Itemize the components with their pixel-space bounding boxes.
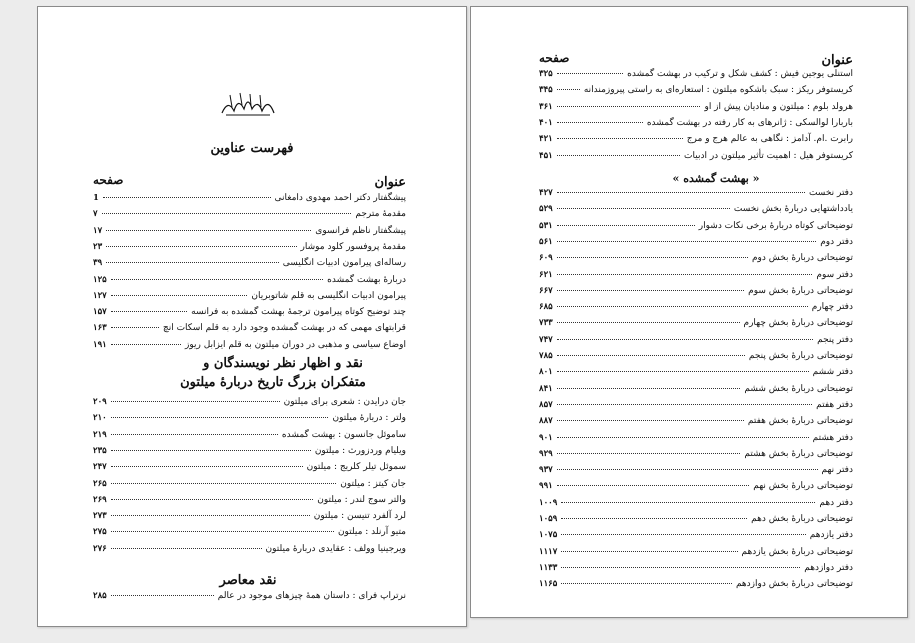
toc-entry-title: دفتر هفتم [816,399,853,410]
toc-entry [93,307,406,318]
dot-leader [106,230,311,231]
toc-entry-page: ۷۸۵ [539,351,553,361]
toc-entry-title: والتر سوج لندر : میلتون [317,494,406,505]
toc-entry [539,335,853,346]
toc-entry [93,446,406,457]
toc-entry-title: توضیحاتی دربارهٔ بخش پنجم [748,351,853,361]
toc-entry-page: ۲۷۶ [93,543,107,554]
toc-entry [539,530,853,541]
toc-entry-title: ولتر : دربارهٔ میلتون [332,413,406,424]
toc-entry [539,151,853,162]
dot-leader [111,450,311,451]
toc-entry-page: ۲۶۵ [93,478,107,489]
dot-leader [103,197,271,198]
toc-entry-title: رساله‌ای پیرامون ادبیات انگلیسی [282,258,406,269]
toc-entry-page: ۴۲۱ [539,134,553,145]
dot-leader [111,295,248,296]
toc-entry [539,465,853,476]
toc-entry-title: دفتر پنجم [817,334,853,345]
toc-entry-page: ۸۸۷ [539,416,553,427]
toc-entry-page: ۶۸۵ [539,302,553,313]
toc-entry-title: توضیحاتی دربارهٔ بخش نهم [753,481,853,492]
column-header-title: عنوان [821,53,853,68]
toc-entry-title: کریستوفر ریکز : سبک باشکوه میلتون : استعاره‌ای به راستی پیروزمندانه [583,85,853,96]
toc-entry-title: توضیحاتی دربارهٔ بخش دوازدهم [735,579,853,590]
toc-entry [539,302,853,313]
section-critics-line2: متفکران بزرگ تاریخ دربارهٔ میلتون [180,375,366,390]
toc-entry-title: اوضاع سیاسی و مذهبی در دوران میلتون به قلم ایزابل ریوز [184,339,406,350]
toc-entry-title: توضیحاتی دربارهٔ بخش یازدهم [741,546,853,557]
dot-leader [557,274,813,275]
toc-entry [539,433,853,444]
toc-entry-page: ۳۲۵ [539,69,553,79]
toc-entry-page: ۱۷ [93,225,103,236]
toc-entry [539,85,853,96]
toc-entry-page: ۵۶۱ [539,236,553,247]
toc-entry [93,413,406,424]
dot-leader [557,241,817,242]
dot-leader [557,225,695,226]
toc-entry-title: ساموئل جانسون : بهشت گمشده [281,429,406,440]
toc-entry [539,367,853,378]
toc-entry-title: کریستوفر هیل : اهمیت تأثیر میلتون در ادبیات [684,150,853,161]
toc-page-right [470,6,908,618]
toc-entry-title: جان کیتز : میلتون [340,478,406,489]
toc-entry-title: دفتر ششم [812,367,853,378]
toc-entry-title: سموئل تیلر کلریج : میلتون [306,462,406,473]
toc-entry-page: ۹۰۱ [539,432,553,443]
toc-entry-page: ۷ [93,209,98,220]
dot-leader [557,122,643,123]
toc-entry-page: ۵۲۹ [539,204,553,215]
toc-entry-page: ۳۴۵ [539,85,553,96]
dot-leader [111,417,329,418]
toc-entry-page: ۲۸۵ [93,591,107,601]
toc-entry [93,193,406,204]
toc-entry [539,69,853,80]
toc-entry-title: لرد آلفرد تنیسن : میلتون [313,511,406,522]
toc-entry-title: باربارا لوالسکی : ژانرهای به کار رفته در بهشت گمشده [646,117,853,128]
dot-leader [111,434,278,435]
dot-leader [111,344,181,345]
toc-entry [539,384,853,395]
dot-leader [561,567,800,568]
toc-entry-title: یادداشتهایی دربارهٔ بخش نخست [733,204,853,215]
section-critics-line1: نقد و اظهار نظر نویسندگان و [203,356,363,371]
dot-leader [557,257,748,258]
dot-leader [557,355,745,356]
toc-entry [539,102,853,113]
dot-leader [557,420,744,421]
toc-entry-title: دفتر دوم [820,236,853,247]
toc-entry [93,242,406,253]
toc-entry-page: ۸۰۱ [539,367,553,378]
toc-entry-page: ۳۹ [93,258,103,269]
dot-leader [111,483,337,484]
dot-leader [561,551,737,552]
toc-entry [93,591,406,602]
toc-entry-page: ۱۰۷۵ [539,530,558,541]
dot-leader [561,502,815,503]
dot-leader [557,73,623,74]
dot-leader [557,453,741,454]
dot-leader [557,89,580,90]
dot-leader [111,515,310,516]
dot-leader [111,595,214,596]
toc-page-left [37,6,467,627]
toc-entry-page: ۱۲۷ [93,290,107,301]
toc-entry-page: ۲۳۵ [93,445,107,456]
toc-entry [93,397,406,408]
dot-leader [557,155,680,156]
toc-entry [539,134,853,145]
toc-entry [93,430,406,441]
toc-entry-title: توضیحاتی دربارهٔ بخش ششم [744,383,853,394]
toc-entry-page: ۲۷۵ [93,527,107,538]
toc-entry-page: ۴۰۱ [539,117,553,128]
toc-entry-title: ویلیام وردزورث : میلتون [314,445,406,456]
dot-leader [111,327,159,328]
toc-entry-page: ۴۵۱ [539,150,553,161]
toc-entry [539,579,853,590]
toc-entry-title: دفتر نهم [821,465,853,476]
toc-entry-title: دفتر نخست [808,188,853,198]
dot-leader [557,339,813,340]
toc-entry-page: ۶۲۱ [539,269,553,280]
toc-entry-page: 1 [93,193,99,203]
toc-entry-title: ویرجینیا وولف : عقایدی دربارهٔ میلتون [265,543,406,554]
toc-entry [93,258,406,269]
toc-entry-title: مقدمهٔ پروفسور کلود موشار [300,241,406,252]
toc-entry-page: ۶۶۷ [539,285,553,296]
toc-entry [539,237,853,248]
toc-entry [539,270,853,281]
toc-entry [93,527,406,538]
dot-leader [111,548,262,549]
toc-entry-page: ۳۶۱ [539,101,553,112]
toc-entry-page: ۱۰۰۹ [539,497,558,508]
toc-entry [93,511,406,522]
toc-entry [539,221,853,232]
toc-entry [539,400,853,411]
toc-entry-page: ۹۹۱ [539,481,553,492]
toc-entry-page: ۱۱۱۷ [539,546,558,557]
toc-entry-page: ۱۹۱ [93,339,107,350]
toc-entry-page: ۱۵۷ [93,307,107,318]
toc-entry-page: ۵۳۱ [539,220,553,231]
toc-entry [539,351,853,362]
toc-entry-title: مقدمهٔ مترجم [355,209,406,220]
toc-entry-page: ۸۵۷ [539,399,553,410]
dot-leader [557,208,730,209]
toc-entry-title: استنلی یوجین فیش : کشف شکل و ترکیب در بهشت گمشده [627,69,853,79]
toc-entry [93,226,406,237]
toc-entry-page: ۱۰۵۹ [539,514,558,524]
dot-leader [557,192,805,193]
toc-entry-title: دفتر یازدهم [809,530,853,541]
toc-entry [539,118,853,129]
dot-leader [557,306,808,307]
toc-entry-page: ۱۱۶۵ [539,579,558,590]
dot-leader [111,279,323,280]
toc-entry-title: توضیحاتی دربارهٔ بخش دوم [751,253,853,264]
toc-entry-page: ۷۴۷ [539,334,553,345]
toc-entry-title: جان درایدن : شعری برای میلتون [283,397,406,407]
toc-entry [93,275,406,286]
toc-entry-title: دربارهٔ بهشت گمشده [327,274,406,285]
dot-leader [557,138,683,139]
toc-entry [539,188,853,199]
dot-leader [557,437,809,438]
toc-entry-page: ۲۰۹ [93,397,107,407]
toc-entry-title: توضیحاتی دربارهٔ بخش هفتم [747,416,853,427]
dot-leader [106,246,296,247]
toc-title: فهرست عناوین [210,141,294,156]
toc-entry-page: ۱۶۳ [93,323,107,334]
toc-entry-title: توضیحاتی کوتاه دربارهٔ برخی نکات دشوار [698,220,853,231]
toc-entry [93,462,406,473]
dot-leader [102,213,352,214]
column-header-page: صفحه [93,173,124,187]
dot-leader [111,311,187,312]
dot-leader [557,404,812,405]
toc-entry-page: ۲۱۰ [93,413,107,424]
toc-entry-page: ۹۲۹ [539,448,553,459]
dot-leader [557,106,701,107]
section-paradise-lost: « بهشت گمشده » [672,172,760,185]
toc-entry [539,547,853,558]
toc-entry-page: ۸۴۱ [539,383,553,394]
toc-entry-page: ۱۲۵ [93,274,107,285]
toc-entry [93,544,406,555]
section-contemporary: نقد معاصر [219,573,277,588]
toc-entry-title: توضیحاتی دربارهٔ بخش سوم [748,285,853,296]
basmala-calligraphy [218,89,278,119]
column-header-page: صفحه [539,51,570,65]
toc-entry [539,253,853,264]
dot-leader [557,290,744,291]
toc-entry-title: توضیحاتی دربارهٔ بخش هشتم [744,448,853,459]
toc-entry [93,340,406,351]
toc-entry-page: ۲۷۳ [93,511,107,522]
toc-entry-page: ۶۰۹ [539,253,553,264]
toc-entry [539,416,853,427]
dot-leader [557,469,818,470]
toc-entry-title: دفتر چهارم [811,302,853,313]
toc-entry [539,498,853,509]
toc-entry [539,481,853,492]
dot-leader [557,485,750,486]
dot-leader [561,583,732,584]
toc-entry-title: پیشگفتار ناظم فرانسوی [315,225,406,236]
dot-leader [557,388,741,389]
toc-entry [93,291,406,302]
toc-entry-page: ۱۱۳۳ [539,562,558,573]
dot-leader [111,401,280,402]
toc-entry-title: قرابتهای مهمی که در بهشت گمشده وجود دارد به قلم اسکات انچ [162,323,406,334]
toc-entry [539,514,853,525]
toc-entry-title: هرولد بلوم : میلتون و منادیان پیش از او [704,101,853,112]
toc-entry [93,209,406,220]
dot-leader [561,534,806,535]
toc-entry [539,563,853,574]
toc-entry [539,286,853,297]
toc-entry-title: توضیحاتی دربارهٔ بخش دهم [751,514,853,524]
toc-entry-page: ۹۳۷ [539,465,553,476]
toc-entry-title: پیرامون ادبیات انگلیسی به قلم شاتوبریان [251,290,406,301]
column-header-title: عنوان [374,175,406,190]
toc-entry-page: ۲۶۹ [93,494,107,505]
dot-leader [557,322,740,323]
dot-leader [106,262,279,263]
toc-entry-title: رابرت .ام. آدامز : نگاهی به عالم هرج و مرج [686,134,853,145]
dot-leader [111,466,303,467]
toc-entry-title: پیشگفتار دکتر احمد مهدوی دامغانی [274,193,406,203]
dot-leader [561,518,747,519]
dot-leader [111,499,314,500]
toc-entry-title: دفتر دوازدهم [804,562,853,573]
toc-entry-title: دفتر هشتم [812,432,853,443]
dot-leader [557,371,809,372]
toc-entry-title: توضیحاتی دربارهٔ بخش چهارم [743,318,853,329]
toc-entry-page: ۲۱۹ [93,429,107,440]
toc-entry-page: ۲۴۷ [93,462,107,473]
toc-entry-title: دفتر دهم [819,497,853,508]
toc-entry-page: ۲۳ [93,241,103,252]
toc-entry-title: نرتراپ فرای : داستان همهٔ چیزهای موجود در عالم [217,591,406,601]
toc-entry [93,479,406,490]
toc-entry-page: ۴۲۷ [539,188,553,198]
toc-entry-title: متیو آرنلد : میلتون [337,527,406,538]
toc-entry [93,323,406,334]
toc-entry-title: چند توضیح کوتاه پیرامون ترجمهٔ بهشت گمشده به فرانسه [191,307,406,318]
toc-entry-page: ۷۳۳ [539,318,553,329]
toc-entry [93,495,406,506]
toc-entry [539,449,853,460]
dot-leader [111,531,334,532]
toc-entry [539,204,853,215]
toc-entry [539,318,853,329]
toc-entry-title: دفتر سوم [816,269,853,280]
